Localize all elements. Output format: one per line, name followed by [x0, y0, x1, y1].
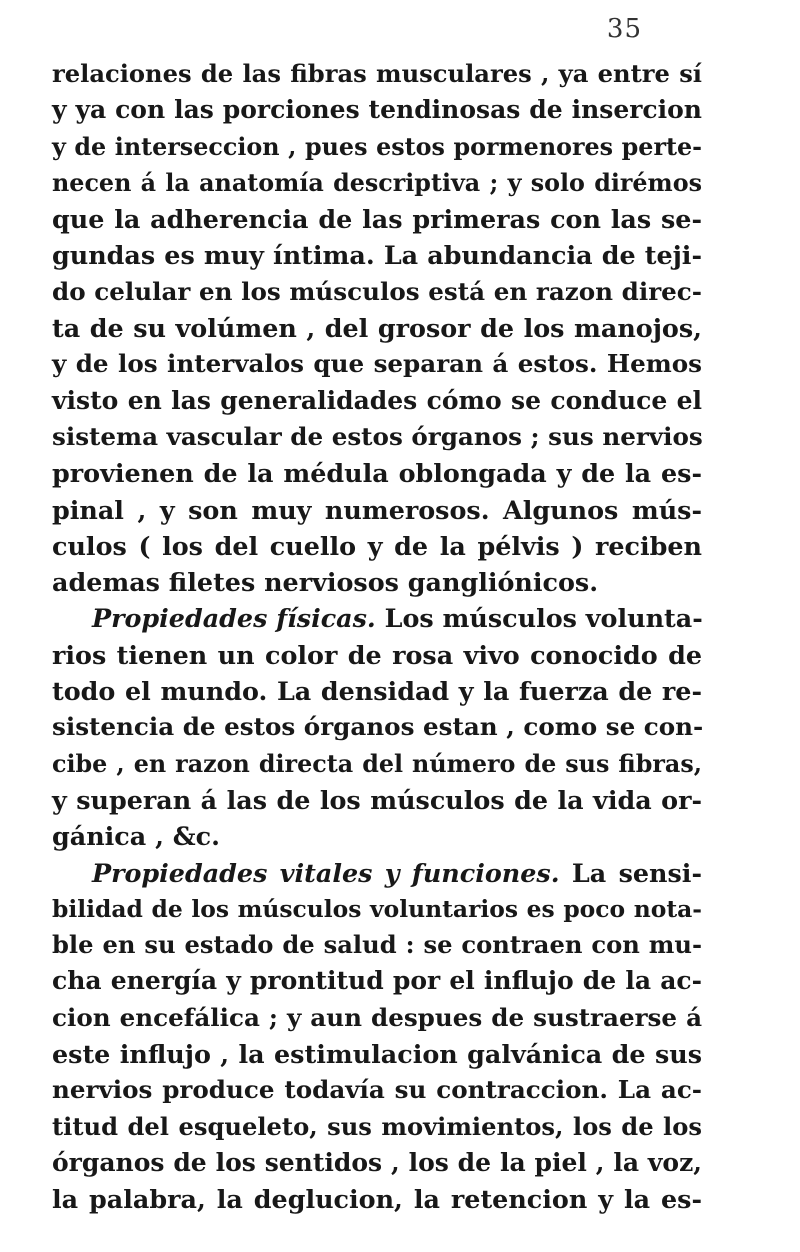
- section-heading-physical-properties: Propiedades físicas.: [92, 603, 376, 634]
- text-line: gánica , &c.: [52, 821, 220, 852]
- text-line: cha energía y prontitud por el influjo de la ac-: [52, 966, 702, 996]
- text-line: ta de su volúmen , del grosor de los manojos,: [52, 313, 702, 344]
- text-line: culos ( los del cuello y de la pélvis ) reciben: [52, 530, 702, 561]
- text-span: La sensi-: [571, 857, 702, 888]
- text-line: titud del esqueleto, sus movimientos, los de los: [52, 1111, 702, 1141]
- text-line: y de los intervalos que separan á estos. Hemos: [52, 349, 702, 379]
- text-line: y de interseccion , pues estos pormenores perte-: [52, 132, 702, 161]
- text-line: bilidad de los músculos voluntarios es poco nota-: [52, 894, 702, 923]
- text-line: pinal , y son muy numerosos. Algunos mús-: [52, 494, 702, 525]
- text-line: este influjo , la estimulacion galvánica de sus: [52, 1039, 702, 1070]
- text-line: necen á la anatomía descriptiva ; y solo dirémos: [52, 168, 702, 197]
- text-line: sistencia de estos órganos estan , como se con-: [52, 712, 704, 742]
- text-line: cibe , en razon directa del número de sus fibras,: [52, 749, 702, 778]
- text-line: rios tienen un color de rosa vivo conocido de: [52, 639, 702, 670]
- text-line: do celular en los músculos está en razon direc-: [52, 276, 702, 306]
- text-span: Los músculos volunta-: [384, 603, 703, 634]
- text-line: órganos de los sentidos , los de la piel , la voz,: [52, 1147, 702, 1177]
- paragraph-first-line: [52, 855, 702, 891]
- section-heading-vital-properties: Propiedades vitales y funciones.: [92, 857, 560, 888]
- text-line: la palabra, la deglucion, la retencion y la es-: [52, 1184, 702, 1215]
- page-number: 35: [606, 14, 642, 44]
- text-line: gundas es muy íntima. La abundancia de teji-: [52, 240, 702, 271]
- text-line: que la adherencia de las primeras con las se-: [52, 204, 702, 235]
- text-line: y superan á las de los músculos de la vida or-: [52, 784, 702, 815]
- paragraph-first-line: [52, 600, 702, 636]
- text-line: ademas filetes nerviosos gangliónicos.: [52, 567, 599, 598]
- text-line: relaciones de las fibras musculares , ya entre sí: [52, 59, 702, 88]
- text-line: cion encefálica ; y aun despues de sustraerse á: [52, 1002, 702, 1032]
- text-line: visto en las generalidades cómo se conduce el: [52, 385, 702, 415]
- text-line: ble en su estado de salud : se contraen con mu-: [52, 930, 702, 960]
- text-line: provienen de la médula oblongada y de la es-: [52, 458, 702, 489]
- text-line: todo el mundo. La densidad y la fuerza de re-: [52, 676, 702, 707]
- text-line: nervios produce todavía su contraccion. La ac-: [52, 1075, 702, 1105]
- text-line: y ya con las porciones tendinosas de insercion: [52, 95, 702, 125]
- body-text: [52, 56, 702, 1218]
- text-line: sistema vascular de estos órganos ; sus nervios: [52, 421, 703, 451]
